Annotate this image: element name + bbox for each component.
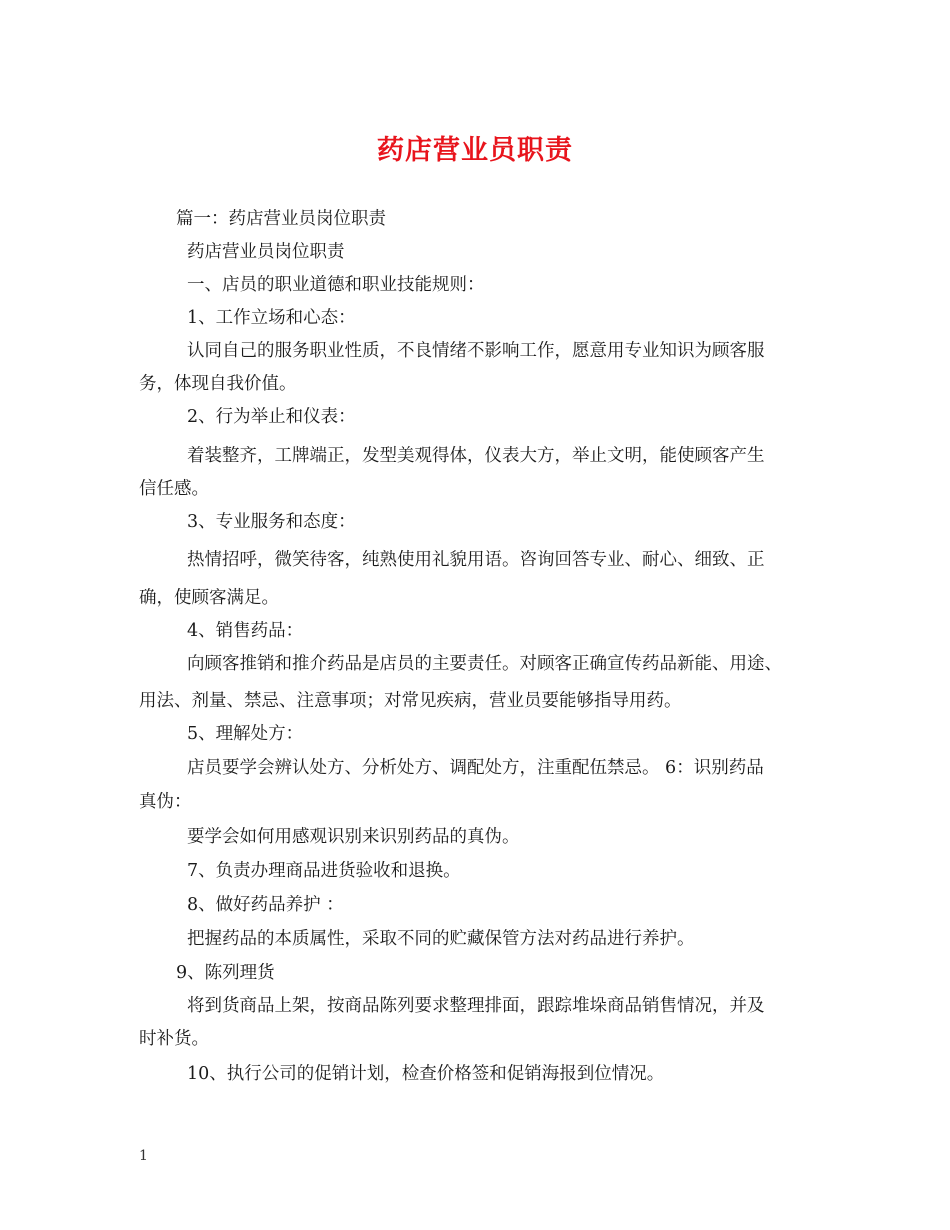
- paragraph-line: 7、负责办理商品进货验收和退换。: [187, 861, 461, 881]
- paragraph-line: 时补货。: [139, 1029, 209, 1049]
- paragraph-line: 将到货商品上架，按商品陈列要求整理排面，跟踪堆垛商品销售情况，并及: [187, 996, 765, 1016]
- paragraph-line: 3、专业服务和态度：: [187, 512, 356, 532]
- paragraph-line: 把握药品的本质属性，采取不同的贮藏保管方法对药品进行养护。: [187, 929, 695, 949]
- paragraph-line: 用法、剂量、禁忌、注意事项；对常见疾病，营业员要能够指导用药。: [139, 691, 682, 711]
- paragraph-line: 5、理解处方：: [187, 724, 304, 744]
- paragraph-line: 8、做好药品养护 ：: [187, 895, 344, 915]
- paragraph-line: 着装整齐，工牌端正，发型美观得体，仪表大方，举止文明，能使顾客产生: [187, 446, 765, 466]
- paragraph-line: 要学会如何用感观识别来识别药品的真伪。: [187, 827, 520, 847]
- paragraph-line: 1、工作立场和心态：: [187, 308, 356, 328]
- paragraph-line: 认同自己的服务职业性质，不良情绪不影响工作，愿意用专业知识为顾客服: [187, 341, 765, 361]
- paragraph-line: 药店营业员岗位职责: [187, 242, 345, 262]
- paragraph-line: 一、店员的职业道德和职业技能规则：: [187, 275, 485, 295]
- document-title: 药店营业员职责: [377, 135, 573, 166]
- paragraph-line: 9、陈列理货: [176, 963, 275, 983]
- paragraph-line: 确，使顾客满足。: [139, 588, 279, 608]
- page-number: 1: [139, 1148, 148, 1164]
- paragraph-line: 4、销售药品：: [187, 621, 304, 641]
- paragraph-line: 务，体现自我价值。: [139, 374, 297, 394]
- paragraph-line: 信任感。: [139, 479, 209, 499]
- paragraph-line: 2、行为举止和仪表：: [187, 407, 356, 427]
- paragraph-line: 10、执行公司的促销计划，检查价格签和促销海报到位情况。: [187, 1064, 665, 1084]
- paragraph-line: 篇一：药店营业员岗位职责: [176, 209, 386, 229]
- paragraph-line: 向顾客推销和推介药品是店员的主要责任。对顾客正确宣传药品新能、用途、: [187, 654, 782, 674]
- paragraph-line: 真伪：: [139, 792, 192, 812]
- paragraph-line: 热情招呼，微笑待客，纯熟使用礼貌用语。咨询回答专业、耐心、细致、正: [187, 550, 765, 570]
- paragraph-line: 店员要学会辨认处方、分析处方、调配处方，注重配伍禁忌。 6：识别药品: [187, 758, 764, 778]
